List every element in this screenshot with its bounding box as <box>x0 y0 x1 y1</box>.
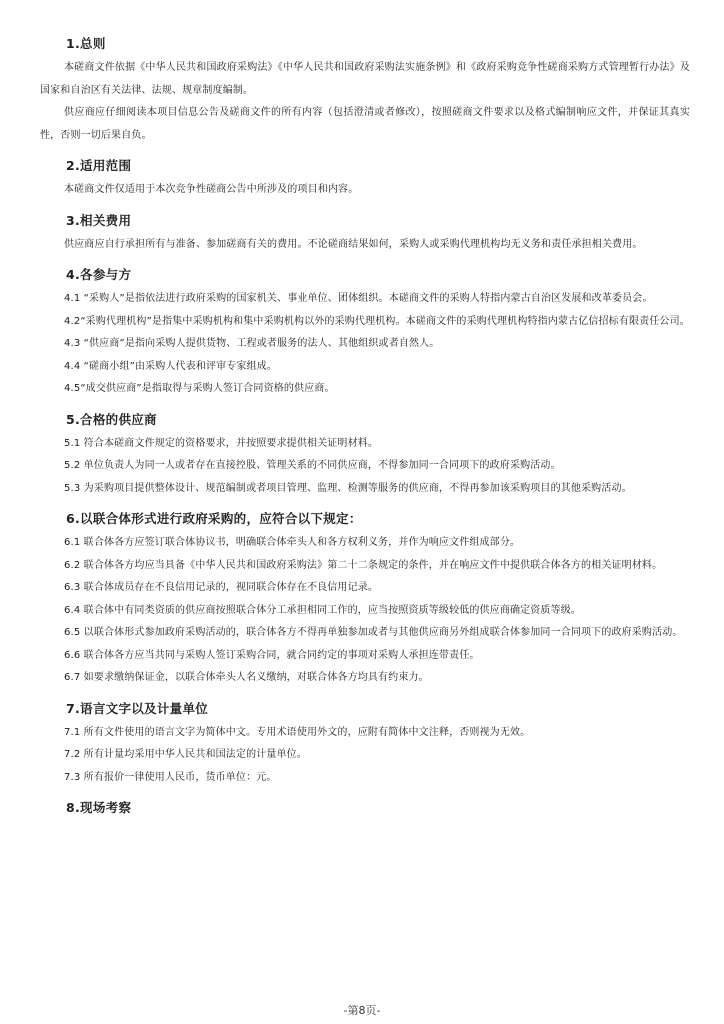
paragraph: 7.2 所有计量均采用中华人民共和国法定的计量单位。 <box>64 749 307 760</box>
paragraph: 7.1 所有文件使用的语言文字为简体中文。专用术语使用外文的，应附有简体中文注释，否则视为无效。 <box>64 726 531 738</box>
paragraph: 本磋商文件依据《中华人民共和国政府采购法》《中华人民共和国政府采购法实施条例》和《政府采购竞争性磋商采购方式管理暂行办法》及国家和自治区有关法律、法规、规章制度编制。 <box>40 62 690 96</box>
paragraph: 6.1 联合体各方应签订联合体协议书，明确联合体牵头人和各方权利义务，并作为响应文件组成部分。 <box>64 537 521 548</box>
paragraph: 4.5“成交供应商”是指取得与采购人签订合同资格的供应商。 <box>64 383 335 394</box>
section-heading: 8.现场考察 <box>66 800 132 815</box>
section-heading: 7.语言文字以及计量单位 <box>66 700 209 716</box>
section-3 <box>40 211 690 257</box>
paragraph: 6.3 联合体成员存在不良信用记录的，视同联合体存在不良信用记录。 <box>64 582 379 593</box>
document-body <box>40 34 690 827</box>
section-7 <box>40 699 690 790</box>
section-5 <box>40 410 690 501</box>
section-1 <box>40 34 690 147</box>
paragraph: 4.2“采购代理机构”是指集中采购机构和集中采购机构以外的采购代理机构。本磋商文件的采购代理机构特指内蒙古亿信招标有限责任公司。 <box>64 315 690 327</box>
paragraph: 6.4 联合体中有同类资质的供应商按照联合体分工承担相同工作的，应当按照资质等级较低的供应商确定资质等级。 <box>64 604 582 616</box>
paragraph: 供应商应自行承担所有与准备、参加磋商有关的费用。不论磋商结果如何，采购人或采购代理机构均无义务和责任承担相关费用。 <box>64 238 643 250</box>
section-heading: 1.总则 <box>66 36 106 51</box>
paragraph: 5.1 符合本磋商文件规定的资格要求，并按照要求提供相关证明材料。 <box>64 437 379 449</box>
section-4 <box>40 265 690 401</box>
paragraph: 6.6 联合体各方应当共同与采购人签订采购合同，就合同约定的事项对采购人承担连带责任。 <box>64 649 480 661</box>
paragraph: 本磋商文件仅适用于本次竞争性磋商公告中所涉及的项目和内容。 <box>64 184 359 195</box>
paragraph: 4.1 “采购人”是指依法进行政府采购的国家机关、事业单位、团体组织。本磋商文件的采购人特指内蒙古自治区发展和改革委员会。 <box>64 293 653 304</box>
paragraph: 5.3 为采购项目提供整体设计、规范编制或者项目管理、监理、检测等服务的供应商，不得再参加该采购项目的其他采购活动。 <box>64 482 632 494</box>
section-heading: 6.以联合体形式进行政府采购的，应符合以下规定： <box>66 511 362 526</box>
section-heading: 3.相关费用 <box>66 212 132 228</box>
section-8 <box>40 798 690 818</box>
paragraph: 4.4 “磋商小组”由采购人代表和评审专家组成。 <box>64 360 278 372</box>
page-number: -第8页- <box>343 1004 381 1017</box>
paragraph: 6.7 如要求缴纳保证金，以联合体牵头人名义缴纳，对联合体各方均具有约束力。 <box>64 672 429 683</box>
section-2 <box>40 156 690 202</box>
paragraph: 供应商应仔细阅读本项目信息公告及磋商文件的所有内容（包括澄清或者修改），按照磋商文件要求以及格式编制响应文件，并保证其真实性，否则一切后果自负。 <box>40 107 690 141</box>
paragraph: 6.5 以联合体形式参加政府采购活动的，联合体各方不得再单独参加或者与其他供应商另外组成联合体参加同一合同项下的政府采购活动。 <box>64 627 683 638</box>
paragraph: 6.2 联合体各方均应当具备《中华人民共和国政府采购法》第二十二条规定的条件，并在响应文件中提供联合体各方的相关证明材料。 <box>64 559 663 571</box>
section-heading: 5.合格的供应商 <box>66 411 157 427</box>
section-6 <box>40 509 690 690</box>
paragraph: 4.3 “供应商”是指向采购人提供货物、工程或者服务的法人、其他组织或者自然人。 <box>64 338 440 349</box>
paragraph: 7.3 所有报价一律使用人民币，货币单位：元。 <box>64 771 277 783</box>
section-heading: 4.各参与方 <box>66 267 132 282</box>
paragraph: 5.2 单位负责人为同一人或者存在直接控股、管理关系的不同供应商，不得参加同一合同项下的政府采购活动。 <box>64 460 561 471</box>
section-heading: 2.适用范围 <box>66 158 132 173</box>
